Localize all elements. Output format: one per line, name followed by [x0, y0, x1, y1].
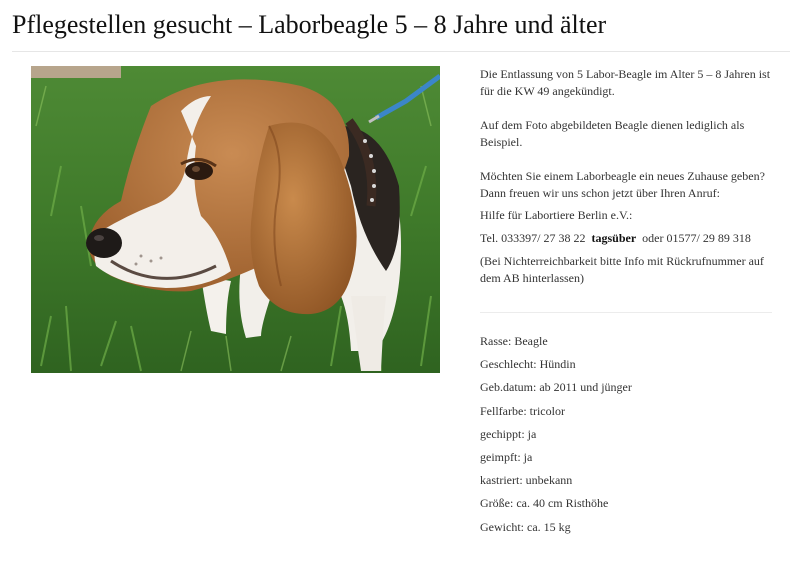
adoption-call: Möchten Sie einem Laborbeagle ein neues Zuhause geben? Dann freuen wir uns schon jetzt über Ihren Anruf: — [480, 169, 765, 200]
detail-coat-color: Fellfarbe: tricolor — [480, 403, 565, 418]
phone-daytime: tagsüber — [591, 231, 637, 245]
beagle-image — [31, 66, 440, 373]
release-announcement: Die Entlassung von 5 Labor-Beagle im Alter 5 – 8 Jahren ist für die KW 49 angekündigt. — [480, 67, 771, 98]
detail-breed: Rasse: Beagle — [480, 334, 548, 348]
detail-vaccinated: geimpft: ja — [480, 449, 533, 464]
detail-birthdate: Geb.datum: ab 2011 und jünger — [480, 380, 632, 395]
organization-name: Hilfe für Labortiere Berlin e.V.: — [480, 208, 633, 222]
description — [480, 66, 785, 287]
callback-note: (Bei Nichterreichbarkeit bitte Info mit Rückrufnummer auf dem AB hinterlassen) — [480, 254, 764, 285]
title-divider — [12, 51, 790, 52]
detail-sex: Geschlecht: Hündin — [480, 357, 576, 372]
page-title: Pflegestellen gesucht – Laborbeagle 5 – 8 Jahre und älter — [12, 10, 607, 39]
beagle-photo — [31, 66, 440, 373]
detail-size: Größe: ca. 40 cm Risthöhe — [480, 496, 609, 511]
photo-disclaimer: Auf dem Foto abgebildeten Beagle dienen lediglich als Beispiel. — [480, 118, 745, 149]
phone-prefix: Tel. 033397/ 27 38 22 — [480, 231, 592, 245]
detail-neutered: kastriert: unbekann — [480, 473, 573, 488]
phone-numbers — [480, 230, 785, 247]
dog-details — [480, 333, 632, 542]
phone-suffix: oder 01577/ 29 89 318 — [636, 231, 751, 245]
detail-weight: Gewicht: ca. 15 kg — [480, 519, 571, 534]
details-divider — [480, 312, 772, 313]
detail-chipped: gechippt: ja — [480, 426, 537, 441]
